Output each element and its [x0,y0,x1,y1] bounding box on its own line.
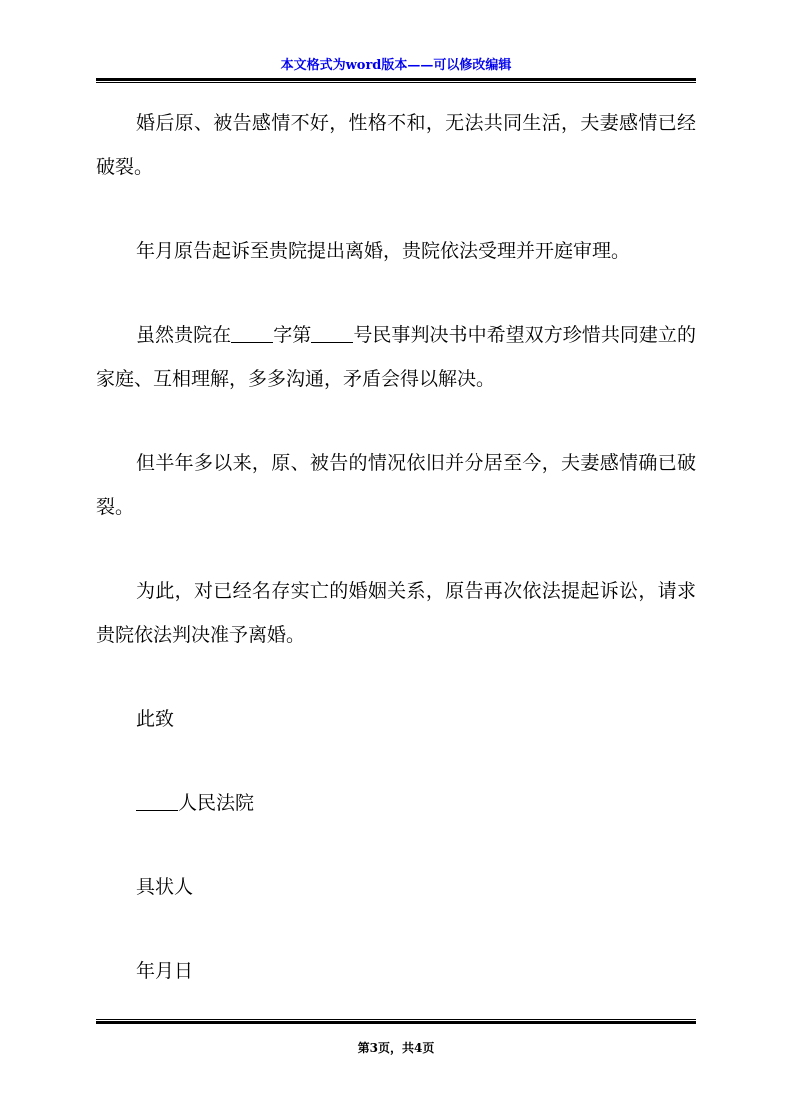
header-rule-thick [96,78,696,81]
paragraph-request: 为此，对已经名存实亡的婚姻关系，原告再次依法提起诉讼，请求贵院依法判决准予离婚。 [96,580,696,646]
blank-field-year [231,323,273,343]
paragraph-gap [96,529,696,569]
footer-rule-thick [96,1021,696,1024]
paragraph-judgment [96,313,696,401]
blank-field-court [136,791,178,811]
paragraph-lawsuit: 年月原告起诉至贵院提出离婚，贵院依法受理并开庭审理。 [136,240,631,262]
paragraph-marriage: 婚后原、被告感情不好，性格不和，无法共同生活，夫妻感情已经破裂。 [96,112,696,178]
paragraph-gap [96,825,696,865]
closing-salutation: 此致 [136,708,175,730]
header-title: 本文格式为word版本——可以修改编辑 [280,58,512,73]
paragraph-gap [96,909,696,949]
paragraph-gap [96,189,696,229]
paragraph-gap [96,657,696,697]
paragraph-gap [96,401,696,441]
footer-rule [96,1019,696,1024]
paragraph-separation: 但半年多以来，原、被告的情况依旧并分居至今，夫妻感情确已破裂。 [96,452,696,518]
paragraph-gap [96,273,696,313]
page-number: 第3页，共4页 [357,1041,435,1055]
document-body [96,101,696,993]
judgment-text-2: 字第 [273,324,312,346]
court-name: 人民法院 [178,792,255,814]
judgment-text-1: 虽然贵院在 [136,324,232,346]
header-rule [96,78,696,83]
signer-line: 具状人 [136,876,194,898]
footer-rule-thin [96,1019,696,1020]
paragraph-gap [96,741,696,781]
blank-field-number [311,323,353,343]
judgment-text-3: 号民事判决书中希望双方珍惜共同建立的家庭、互相理解，多多沟通，矛盾会得以解决。 [96,324,696,390]
date-line: 年月日 [136,960,194,982]
header-rule-thin [96,82,696,83]
court-addressee [96,781,696,825]
